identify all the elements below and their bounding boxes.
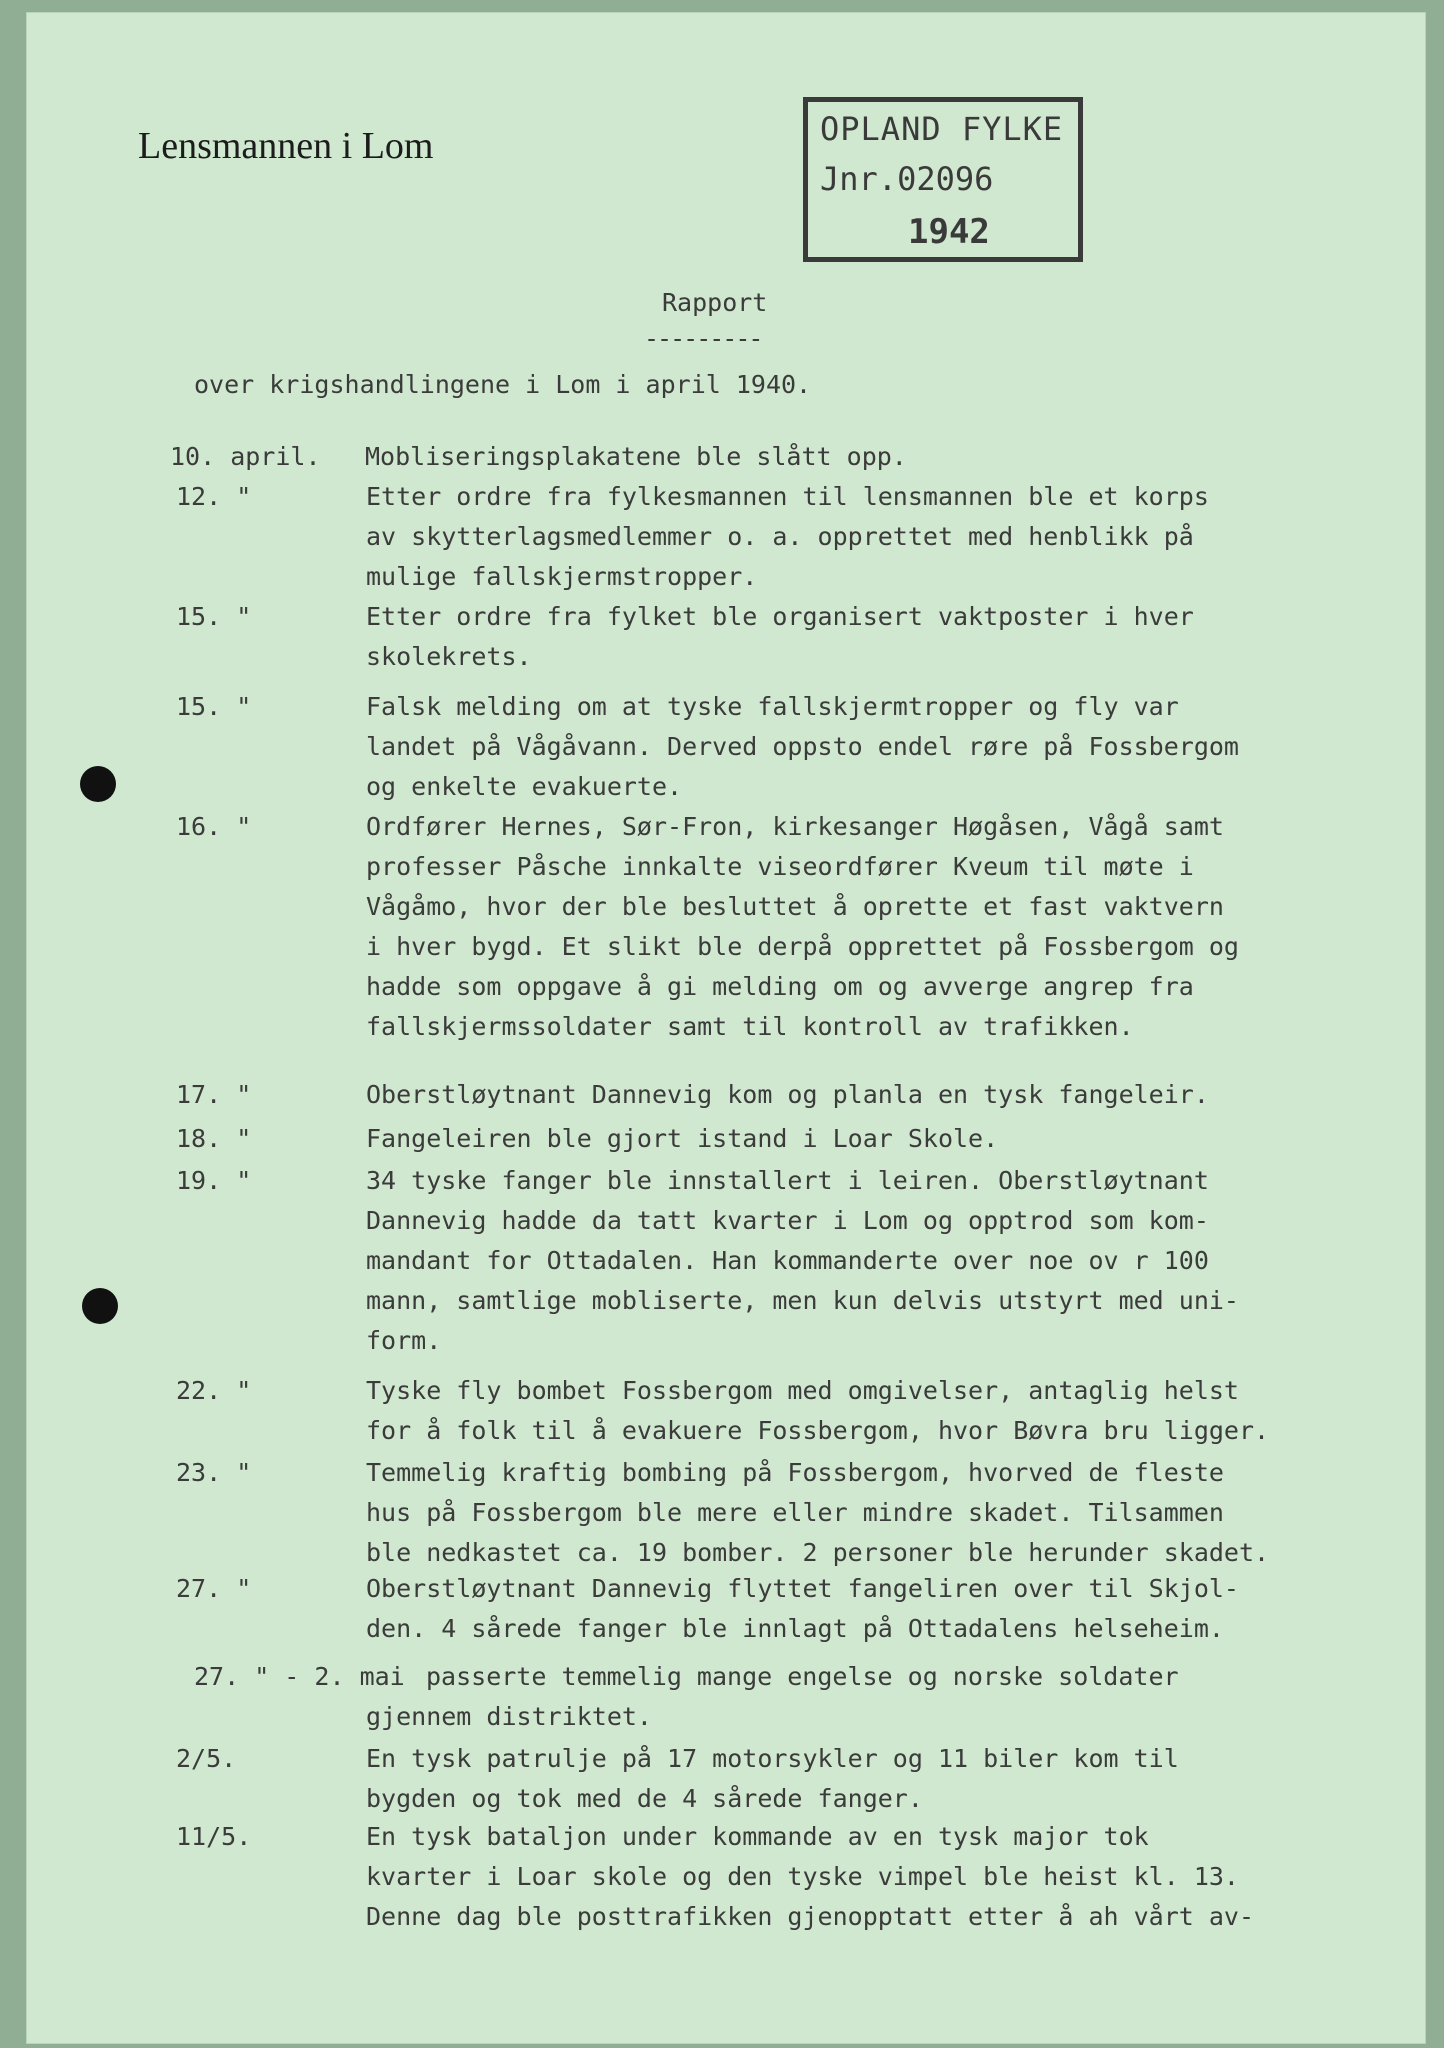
entry-text-line: Etter ordre fra fylkesmannen til lensmannen ble et korps (366, 482, 1209, 511)
entry-text-line: ble nedkastet ca. 19 bomber. 2 personer ble herunder skadet. (366, 1538, 1270, 1567)
entry-date: 27. " - 2. mai (194, 1662, 405, 1691)
stamp-year: 1942 (908, 212, 990, 252)
title-underline: --------- (644, 324, 762, 353)
entry-text-line: kvarter i Loar skole og den tyske vimpel ble heist kl. 13. (366, 1862, 1239, 1891)
entry-date: 16. " (176, 812, 252, 841)
entry-text-line: landet på Vågåvann. Derved oppsto endel røre på Fossbergom (366, 732, 1239, 761)
entry-date: 11/5. (176, 1822, 252, 1851)
document-page (26, 12, 1426, 2044)
entry-text-line: Oberstløytnant Dannevig kom og planla en tysk fangeleir. (366, 1080, 1209, 1109)
entry-date: 18. " (176, 1124, 252, 1153)
entry-text-line: Fangeleiren ble gjort istand i Loar Skole. (366, 1124, 999, 1153)
entry-date: 27. " (176, 1574, 252, 1603)
letterhead: Lensmannen i Lom (138, 125, 434, 167)
stamp-office: OPLAND FYLKE (820, 110, 1064, 148)
entry-text-line: Mobliseringsplakatene ble slått opp. (365, 442, 907, 471)
entry-text-line: Temmelig kraftig bombing på Fossbergom, hvorved de fleste (366, 1458, 1224, 1487)
entry-date: 19. " (176, 1166, 252, 1195)
entry-date: 15. " (176, 602, 252, 631)
entry-text-line: av skytterlagsmedlemmer o. a. opprettet med henblikk på (366, 522, 1194, 551)
entry-date: 22. " (176, 1376, 252, 1405)
entry-text-line: En tysk patrulje på 17 motorsykler og 11 biler kom til (366, 1744, 1179, 1773)
entry-text-line: bygden og tok med de 4 sårede fanger. (366, 1784, 923, 1813)
entry-text-line: mulige fallskjermstropper. (366, 562, 758, 591)
entry-text-line: Etter ordre fra fylket ble organisert vaktposter i hver (366, 602, 1194, 631)
punch-hole-upper (80, 766, 116, 802)
entry-text-line: Ordfører Hernes, Sør-Fron, kirkesanger Høgåsen, Vågå samt (366, 812, 1224, 841)
entry-text-line: mandant for Ottadalen. Han kommanderte over noe ov r 100 (366, 1246, 1209, 1275)
entry-text-line: fallskjermssoldater samt til kontroll av trafikken. (366, 1012, 1134, 1041)
entry-text-line: hadde som oppgave å gi melding om og avverge angrep fra (366, 972, 1194, 1001)
entry-date: 17. " (176, 1080, 252, 1109)
registration-stamp (803, 97, 1083, 262)
report-intro: over krigshandlingene i Lom i april 1940. (194, 370, 812, 399)
entry-text-line: hus på Fossbergom ble mere eller mindre skadet. Tilsammen (366, 1498, 1224, 1527)
entry-text-line: skolekrets. (366, 642, 532, 671)
entry-text-line: professer Påsche innkalte viseordfører Kveum til møte i (366, 852, 1194, 881)
entry-text-line: Vågåmo, hvor der ble besluttet å oprette et fast vaktvern (366, 892, 1224, 921)
entry-date: 2/5. (176, 1744, 237, 1773)
entry-text-line: Oberstløytnant Dannevig flyttet fangeliren over til Skjol- (366, 1574, 1239, 1603)
entry-text-line: i hver bygd. Et slikt ble derpå opprettet på Fossbergom og (366, 932, 1239, 961)
entry-text-line: gjennem distriktet. (366, 1702, 652, 1731)
entry-date: 23. " (176, 1458, 252, 1487)
entry-date: 10. april. (170, 442, 321, 471)
entry-text-line: Dannevig hadde da tatt kvarter i Lom og opptrod som kom- (366, 1206, 1209, 1235)
entry-date: 12. " (176, 482, 252, 511)
entry-text-line: den. 4 sårede fanger ble innlagt på Ottadalens helseheim. (366, 1614, 1224, 1643)
entry-text-line: En tysk bataljon under kommande av en tysk major tok (366, 1822, 1149, 1851)
entry-text-line: 34 tyske fanger ble innstallert i leiren. Oberstløytnant (366, 1166, 1209, 1195)
entry-text-line: Falsk melding om at tyske fallskjermtropper og fly var (366, 692, 1179, 721)
entry-text-line: passerte temmelig mange engelse og norske soldater (426, 1662, 1179, 1691)
entry-text-line: mann, samtlige mobliserte, men kun delvis utstyrt med uni- (366, 1286, 1239, 1315)
entry-text-line: Tyske fly bombet Fossbergom med omgivelser, antaglig helst (366, 1376, 1239, 1405)
entry-text-line: for å folk til å evakuere Fossbergom, hvor Bøvra bru ligger. (366, 1416, 1270, 1445)
entry-text-line: form. (366, 1326, 442, 1355)
entry-text-line: Denne dag ble posttrafikken gjenopptatt etter å ah vårt av- (366, 1902, 1255, 1931)
entry-text-line: og enkelte evakuerte. (366, 772, 683, 801)
stamp-journal-number: Jnr.02096 (820, 160, 994, 198)
report-title: Rapport (662, 288, 768, 317)
entry-date: 15. " (176, 692, 252, 721)
punch-hole-lower (82, 1288, 118, 1324)
